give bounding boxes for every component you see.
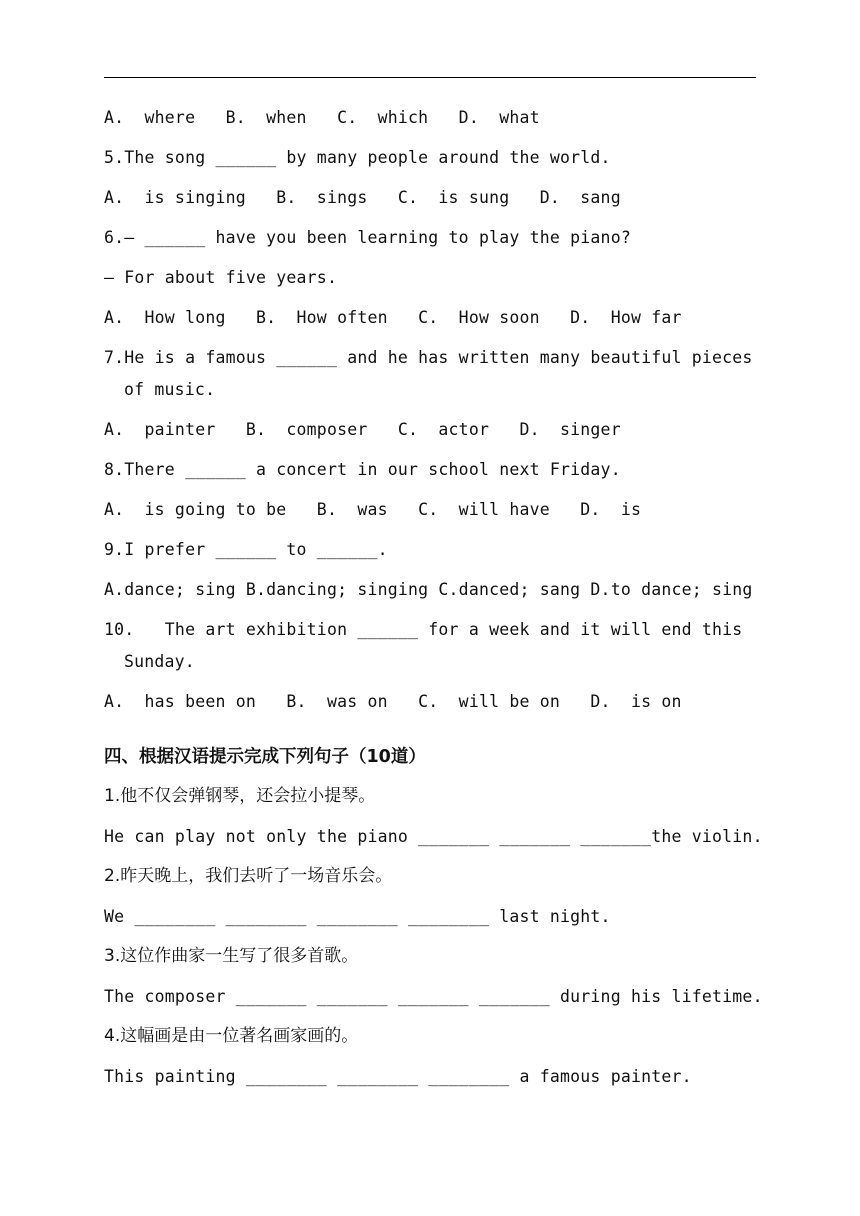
question-10-continued: Sunday.	[124, 652, 195, 671]
question-5: 5.The song ______ by many people around the world.	[104, 148, 611, 167]
question-10: 10. The art exhibition ______ for a week and it will end this	[104, 620, 743, 639]
header-rule	[104, 77, 756, 78]
sentence-1-chinese: 1.他不仅会弹钢琴，还会拉小提琴。	[104, 786, 376, 806]
q6-answer: — For about five years.	[104, 268, 338, 287]
q9-options: A.dance; sing B.dancing; singing C.danced; sang D.to dance; sing	[104, 580, 753, 599]
sentence-2-chinese: 2.昨天晚上，我们去听了一场音乐会。	[104, 866, 393, 886]
question-9: 9.I prefer ______ to ______.	[104, 540, 388, 559]
q4-options: A. where B. when C. which D. what	[104, 108, 540, 127]
sentence-1-english: He can play not only the piano _______ _______ _______the violin.	[104, 827, 763, 846]
sentence-3-chinese: 3.这位作曲家一生写了很多首歌。	[104, 946, 359, 966]
sentence-3-english: The composer _______ _______ _______ _______ during his lifetime.	[104, 987, 763, 1006]
sentence-4-english: This painting ________ ________ ________ a famous painter.	[104, 1067, 692, 1086]
q8-options: A. is going to be B. was C. will have D. is	[104, 500, 642, 519]
section-4-heading: 四、根据汉语提示完成下列句子（10道）	[104, 747, 426, 767]
sentence-4-chinese: 4.这幅画是由一位著名画家画的。	[104, 1026, 359, 1046]
q10-options: A. has been on B. was on C. will be on D. is on	[104, 692, 682, 711]
sentence-2-english: We ________ ________ ________ ________ last night.	[104, 907, 611, 926]
question-6: 6.— ______ have you been learning to play the piano?	[104, 228, 631, 247]
question-7-continued: of music.	[124, 380, 216, 399]
q5-options: A. is singing B. sings C. is sung D. sang	[104, 188, 621, 207]
q6-options: A. How long B. How often C. How soon D. How far	[104, 308, 682, 327]
question-7: 7.He is a famous ______ and he has written many beautiful pieces	[104, 348, 753, 367]
question-8: 8.There ______ a concert in our school next Friday.	[104, 460, 621, 479]
q7-options: A. painter B. composer C. actor D. singer	[104, 420, 621, 439]
